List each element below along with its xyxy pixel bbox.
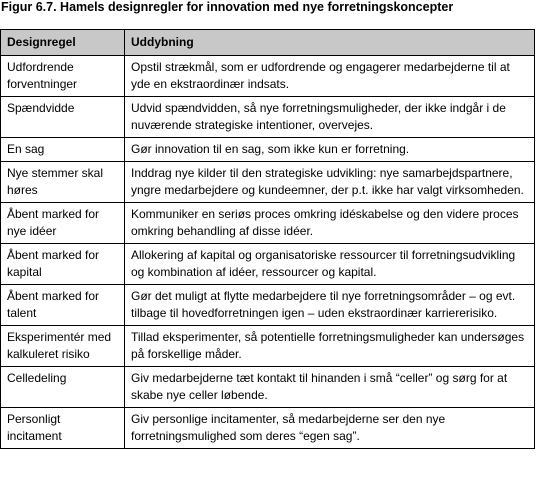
- rule-name-cell: En sag: [1, 138, 125, 162]
- rule-name-cell: Nye stemmer skal høres: [1, 162, 125, 203]
- table-row: [1, 326, 535, 367]
- column-header-uddybning: Uddybning: [125, 30, 535, 56]
- figure-title: Figur 6.7. Hamels designregler for innovation med nye forretningskoncepter: [1, 0, 454, 14]
- rule-name-cell: Personligt incitament: [1, 408, 125, 449]
- table-row: [1, 285, 535, 326]
- rule-description-cell: Udvid spændvidden, så nye forretningsmuligheder, der ikke indgår i de nuværende strategiske intentioner, overvejes.: [125, 97, 535, 138]
- rule-name-cell: Udfordrende forventninger: [1, 56, 125, 97]
- column-header-designregel: Designregel: [1, 30, 125, 56]
- rule-description-cell: Kommuniker en seriøs proces omkring idéskabelse og den videre proces omkring behandling af disse idéer.: [125, 203, 535, 244]
- table-row: [1, 138, 535, 162]
- rule-description-cell: Gør innovation til en sag, som ikke kun er forretning.: [125, 138, 535, 162]
- design-rules-table: [0, 29, 535, 449]
- rule-description-cell: Opstil strækmål, som er udfordrende og engagerer medarbejderne til at yde en ekstraordinær indsats.: [125, 56, 535, 97]
- rule-description-cell: Gør det muligt at flytte medarbejdere til nye forretningsområder – og evt. tilbage til hovedforretningen igen – uden ekstraordinær karriererisiko.: [125, 285, 535, 326]
- rule-name-cell: Åbent marked for kapital: [1, 244, 125, 285]
- rule-description-cell: Allokering af kapital og organisatoriske ressourcer til forretningsudvikling og kombination af idéer, ressourcer og kapital.: [125, 244, 535, 285]
- table-row: [1, 56, 535, 97]
- rule-name-cell: Åbent marked for nye idéer: [1, 203, 125, 244]
- rule-name-cell: Åbent marked for talent: [1, 285, 125, 326]
- rule-name-cell: Spændvidde: [1, 97, 125, 138]
- table-header-row: [1, 30, 535, 56]
- table-row: [1, 97, 535, 138]
- rule-description-cell: Giv medarbejderne tæt kontakt til hinanden i små “celler” og sørg for at skabe nye celler løbende.: [125, 367, 535, 408]
- table-row: [1, 162, 535, 203]
- table-row: [1, 244, 535, 285]
- rule-description-cell: Tillad eksperimenter, så potentielle forretningsmuligheder kan undersøges på forskellige måder.: [125, 326, 535, 367]
- rule-name-cell: Celledeling: [1, 367, 125, 408]
- rule-description-cell: Inddrag nye kilder til den strategiske udvikling: nye samarbejdspartnere, yngre medarbejdere og kundeemner, der p.t. ikke har valgt virksomheden.: [125, 162, 535, 203]
- table-row: [1, 203, 535, 244]
- rule-description-cell: Giv personlige incitamenter, så medarbejderne ser den nye forretningsmulighed som deres “egen sag”.: [125, 408, 535, 449]
- table-row: [1, 367, 535, 408]
- rule-name-cell: Eksperimentér med kalkuleret risiko: [1, 326, 125, 367]
- table-row: [1, 408, 535, 449]
